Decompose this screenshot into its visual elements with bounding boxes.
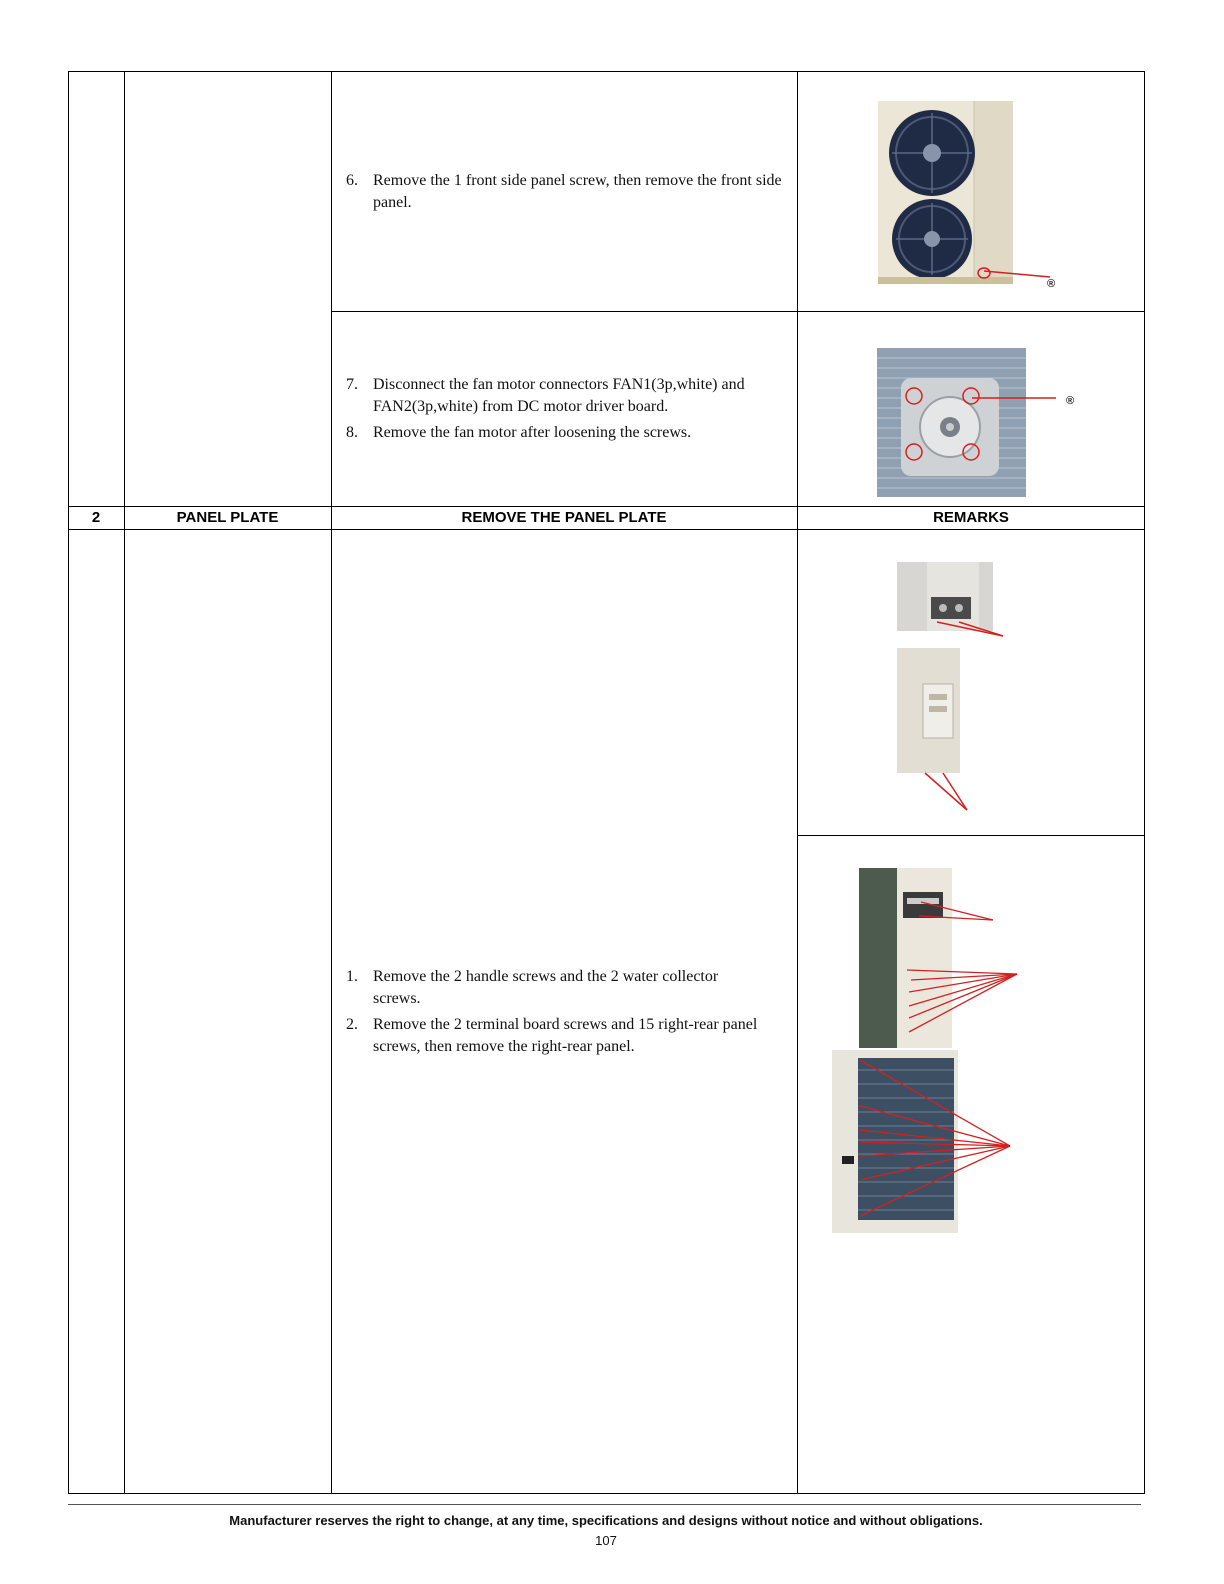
step-6-text: Remove the 1 front side panel screw, then remove the front side panel. [373, 172, 782, 211]
page-number: 107 [595, 1533, 617, 1548]
section-number: 2 [91, 509, 101, 526]
footer-notice: Manufacturer reserves the right to change, at any time, specifications and designs without notice and without obligations. [229, 1513, 983, 1528]
screw-pointer-line-a [980, 268, 1055, 280]
row-divider-step7 [331, 311, 1145, 312]
rear-coil-panel-photo [832, 1050, 1014, 1235]
panel-plate-steps [346, 966, 766, 1062]
remarks-divider [797, 835, 1145, 836]
part-name: PANEL PLATE [176, 509, 279, 526]
footer-divider [68, 1504, 1141, 1505]
header-row-bottom [68, 529, 1145, 530]
procedure-table [68, 71, 1145, 1494]
col-divider-1 [124, 71, 125, 1494]
panel-step-1: 1. Remove the 2 handle screws and the 2 water collector screws. [346, 968, 719, 1007]
fan-motor-photo [877, 348, 1026, 497]
screw-pointer-line-b [970, 392, 1060, 404]
col-divider-3 [797, 71, 798, 1494]
outdoor-unit-front-photo [878, 101, 1013, 284]
water-collector-photo [897, 648, 972, 812]
step-list-7-8 [346, 374, 791, 448]
procedure-title: REMOVE THE PANEL PLATE [461, 509, 667, 526]
step-8: 8. Remove the fan motor after loosening the screws. [346, 424, 692, 441]
panel-step-2-text: Remove the 2 terminal board screws and 15 right-rear panel screws, then remove the right-rear panel. [373, 1016, 758, 1055]
col-divider-2 [331, 71, 332, 1494]
step-7: 7. Disconnect the fan motor connectors FAN1(3p,white) and FAN2(3p,white) from DC motor driver board. [346, 376, 745, 415]
handle-screws-photo [897, 562, 1007, 642]
panel-step-1-text: Remove the 2 handle screws and the 2 water collector screws. [373, 968, 719, 1007]
screw-marker-b: ® [1066, 395, 1075, 407]
remarks-title: REMARKS [933, 509, 1009, 526]
right-rear-panel-photo [859, 868, 1024, 1050]
step-6: 6. Remove the 1 front side panel screw, then remove the front side panel. [346, 172, 782, 211]
panel-step-2: 2. Remove the 2 terminal board screws and 15 right-rear panel screws, then remove the right-rear panel. [346, 1016, 758, 1055]
screw-marker-a: ® [1047, 278, 1056, 290]
step-list-6 [346, 170, 791, 218]
step-8-text: Remove the fan motor after loosening the screws. [373, 424, 692, 441]
step-7-text: Disconnect the fan motor connectors FAN1(3p,white) and FAN2(3p,white) from DC motor driver board. [373, 376, 745, 415]
